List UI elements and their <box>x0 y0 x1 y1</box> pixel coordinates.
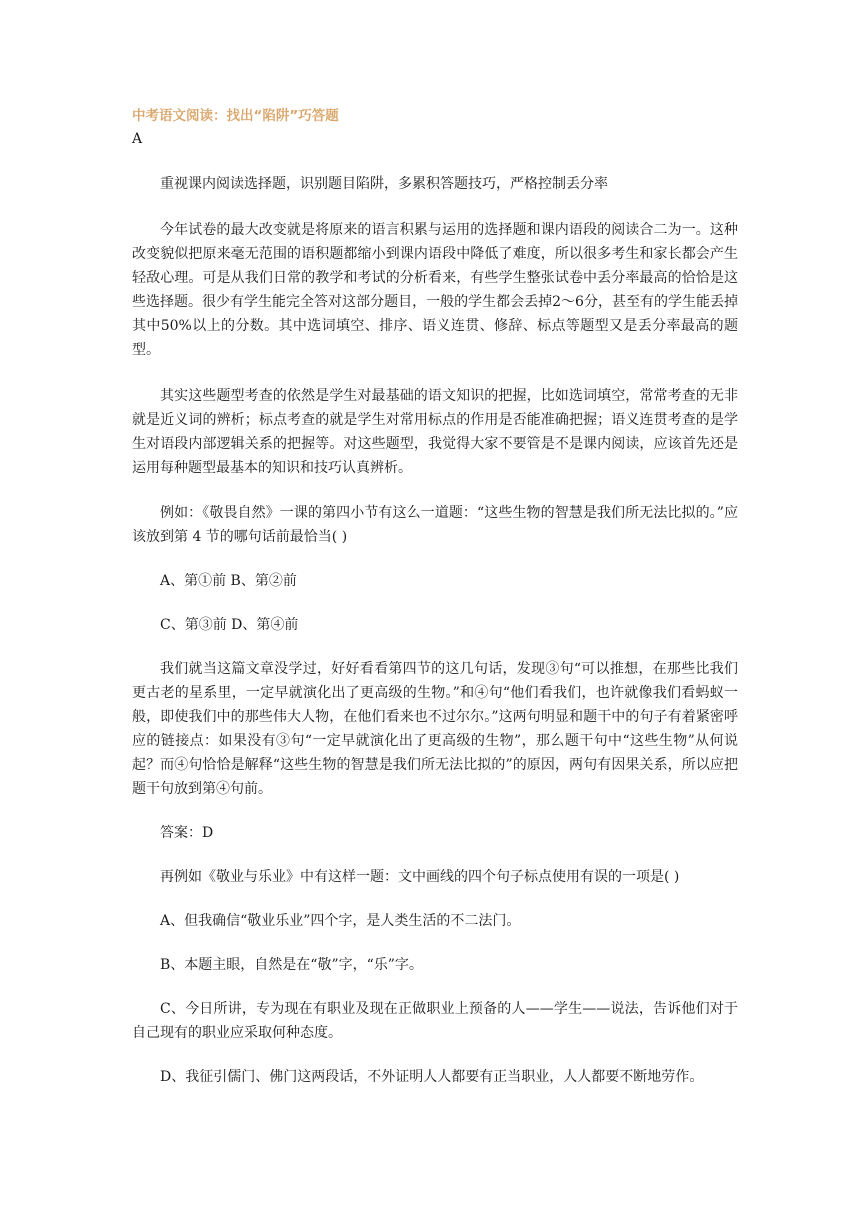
option-c: C、今日所讲，专为现在有职业及现在正做职业上预备的人——学生——说法，告诉他们对于自己现有的职业应采取何种态度。 <box>132 1001 738 1041</box>
option-a: A、但我确信“敬业乐业”四个字，是人类生活的不二法门。 <box>160 913 521 929</box>
answer-line: 答案：D <box>160 825 214 841</box>
option-line-ab: A、第①前 B、第②前 <box>160 573 297 589</box>
paragraph-example-1: 例如：《敬畏自然》一课的第四小节有这么一道题：“这些生物的智慧是我们所无法比拟的。”应该放到第 4 节的哪句话前最恰当( ) <box>132 505 738 545</box>
paragraph-intro: 重视课内阅读选择题，识别题目陷阱，多累积答题技巧，严格控制丢分率 <box>160 176 608 192</box>
option-line-cd: C、第③前 D、第④前 <box>160 617 299 633</box>
paragraph-example-2: 再例如《敬业与乐业》中有这样一题：文中画线的四个句子标点使用有误的一项是( ) <box>160 869 680 885</box>
option-d: D、我征引儒门、佛门这两段话，不外证明人人都要有正当职业，人人都要不断地劳作。 <box>160 1069 704 1085</box>
document-page <box>132 106 738 1089</box>
option-b: B、本题主眼，自然是在“敬”字，“乐”字。 <box>160 957 423 973</box>
paragraph-exam-change: 今年试卷的最大改变就是将原来的语言积累与运用的选择题和课内语段的阅读合二为一。这种改变貌似把原来毫无范围的语积题都缩小到课内语段中降低了难度，所以很多考生和家长都会产生轻敌心理。可是从我们日常的教学和考试的分析看来，有些学生整张试卷中丢分率最高的恰恰是这些选择题。很少有学生能完全答对这部分题目，一般的学生都会丢掉2～6分，甚至有的学生能丢掉其中50%以上的分数。其中选词填空、排序、语义连贯、修辞、标点等题型又是丢分率最高的题型。 <box>132 222 738 358</box>
paragraph-analysis: 我们就当这篇文章没学过，好好看看第四节的这几句话，发现③句“可以推想，在那些比我们更古老的星系里，一定早就演化出了更高级的生物。”和④句“他们看我们，也许就像我们看蚂蚁一般，即使我们中的那些伟大人物，在他们看来也不过尔尔。”这两句明显和题干中的句子有着紧密呼应的链接点：如果没有③句“一定早就演化出了更高级的生物”，那么题干句中“这些生物”从何说起？而④句恰恰是解释“这些生物的智慧是我们所无法比拟的”的原因，两句有因果关系，所以应把题干句放到第④句前。 <box>132 661 738 797</box>
section-marker: A <box>132 131 143 147</box>
document-title: 中考语文阅读：找出“陷阱”巧答题 <box>132 108 339 124</box>
paragraph-question-types: 其实这些题型考查的依然是学生对最基础的语文知识的把握，比如选词填空，常常考查的无非就是近义词的辨析；标点考查的就是学生对常用标点的作用是否能准确把握；语义连贯考查的是学生对语段内部逻辑关系的把握等。对这些题型，我觉得大家不要管是不是课内阅读，应该首先还是运用每种题型最基本的知识和技巧认真辨析。 <box>132 388 738 476</box>
